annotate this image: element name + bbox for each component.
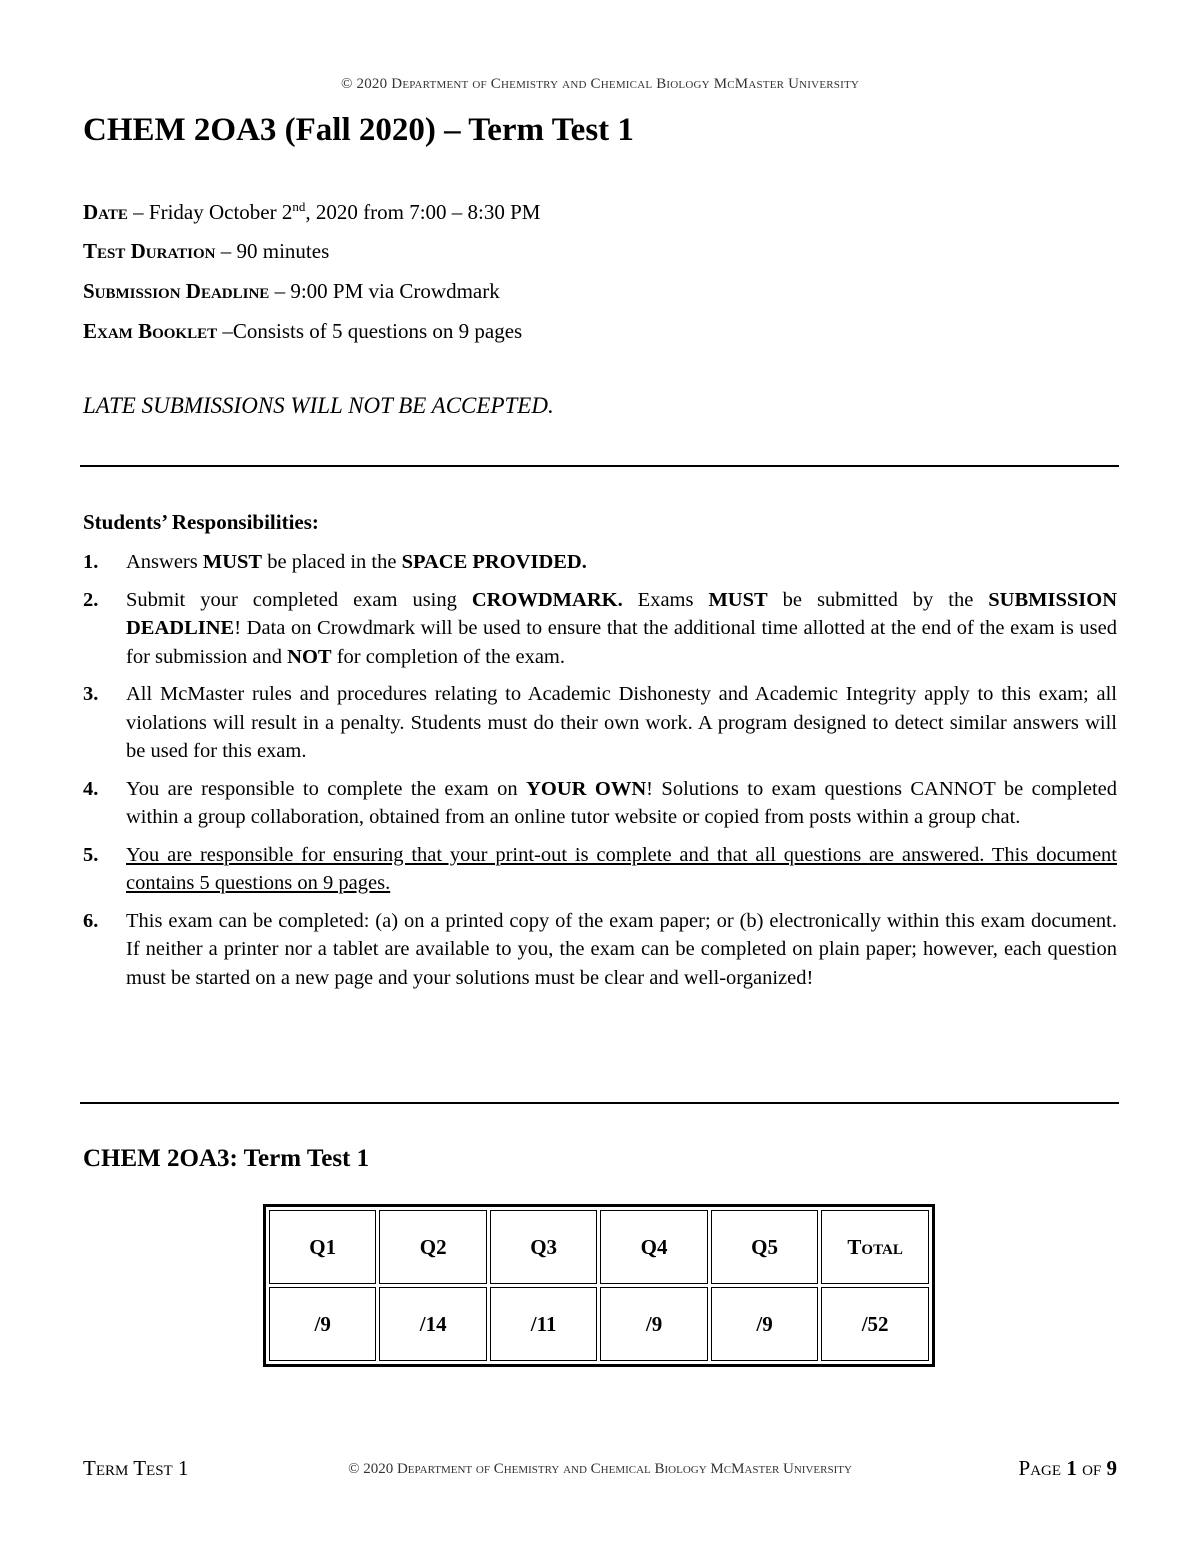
item-number: 1. — [83, 551, 99, 573]
item-number: 5. — [83, 843, 99, 866]
item-bold: SUBMISSION DEADLINE — [126, 588, 1118, 639]
page-total: 9 — [1106, 1456, 1117, 1480]
mark-cell-q2: /14 — [379, 1287, 486, 1361]
item-text: Submit your completed exam using — [126, 588, 472, 611]
booklet-label: Exam Booklet — [83, 319, 218, 343]
mark-cell-q4: /9 — [600, 1287, 707, 1361]
item-text: be placed in the — [262, 551, 402, 573]
duration-text: – 90 minutes — [215, 239, 330, 263]
date-text-rest: , 2020 from 7:00 – 8:30 PM — [305, 200, 541, 224]
header-cell-q3: Q3 — [490, 1210, 597, 1284]
item-text-underlined: You are responsible for ensuring that your print-out is complete and that all questions are answered. This document contains 5 questions on 9 pages. — [126, 843, 1117, 894]
item-text: You are responsible to complete the exam on — [126, 777, 527, 800]
mark-cell-total: /52 — [821, 1287, 929, 1361]
list-item — [83, 548, 1117, 577]
table-row — [269, 1287, 929, 1361]
score-table — [263, 1204, 935, 1367]
duration-label: Test Duration — [83, 239, 216, 263]
deadline-text: – 9:00 PM via Crowdmark — [269, 279, 500, 303]
booklet-text: –Consists of 5 questions on 9 pages — [217, 319, 523, 343]
item-text: All McMaster rules and procedures relating to Academic Dishonesty and Academic Integrity apply to this exam; all violations will result in a penalty. Students must do their own work. A program designed to detect similar answers will be used for this exam. — [126, 683, 1117, 762]
header-cell-q2: Q2 — [379, 1210, 486, 1284]
of-label: of — [1076, 1456, 1107, 1480]
responsibilities-list — [83, 548, 1117, 1001]
item-bold: MUST — [202, 551, 263, 573]
item-text: Exams — [622, 588, 709, 611]
table-row — [269, 1210, 929, 1284]
late-notice: LATE SUBMISSIONS WILL NOT BE ACCEPTED. — [83, 393, 554, 418]
page-title: CHEM 2OA3 (Fall 2020) – Term Test 1 — [83, 112, 634, 148]
mark-cell-q3: /11 — [490, 1287, 597, 1361]
list-item — [83, 841, 1117, 898]
list-item — [83, 907, 1117, 993]
summary-title: CHEM 2OA3: Term Test 1 — [83, 1145, 370, 1172]
mark-cell-q5: /9 — [711, 1287, 818, 1361]
list-item — [83, 680, 1117, 766]
item-text: be submitted by the — [767, 588, 989, 611]
header-copyright: © 2020 Department of Chemistry and Chemical Biology McMaster University — [340, 76, 860, 92]
mark-cell-q1: /9 — [269, 1287, 376, 1361]
item-bold: MUST — [708, 588, 768, 611]
divider-top — [80, 465, 1119, 467]
footer-left: Term Test 1 — [83, 1456, 189, 1480]
item-bold: NOT — [287, 645, 332, 668]
info-date — [83, 199, 540, 225]
page-label: Page — [1018, 1456, 1067, 1480]
item-text: Answers — [126, 551, 203, 573]
item-bold: YOUR OWN — [526, 777, 647, 800]
info-duration — [83, 239, 329, 264]
info-booklet — [83, 319, 522, 344]
page-current: 1 — [1066, 1456, 1077, 1480]
item-text: ! Data on Crowdmark will be used to ensure that the additional time allotted at the end of the exam is used for submission and — [126, 617, 1117, 668]
divider-bottom — [80, 1102, 1119, 1104]
list-item — [83, 775, 1117, 832]
header-cell-total: Total — [821, 1210, 929, 1284]
info-deadline — [83, 279, 500, 304]
header-cell-q4: Q4 — [600, 1210, 707, 1284]
responsibilities-heading: Students’ Responsibilities: — [83, 510, 319, 534]
header-cell-q1: Q1 — [269, 1210, 376, 1284]
footer-page-number — [1019, 1456, 1117, 1481]
item-number: 4. — [83, 777, 99, 800]
header-cell-q5: Q5 — [711, 1210, 818, 1284]
item-number: 3. — [83, 683, 99, 705]
list-item — [83, 586, 1117, 672]
item-text: ! Solutions to exam questions CANNOT be completed within a group collaboration, obtained from an online tutor website or copied from posts within a group chat. — [126, 777, 1118, 828]
deadline-label: Submission Deadline — [83, 279, 270, 303]
item-text: for completion of the exam. — [331, 645, 565, 668]
date-superscript: nd — [292, 199, 306, 214]
date-text: – Friday October 2 — [127, 200, 293, 224]
item-number: 2. — [83, 588, 99, 611]
item-bold: SPACE PROVIDED. — [401, 551, 587, 573]
date-label: Date — [83, 200, 128, 224]
item-bold: CROWDMARK. — [471, 588, 623, 611]
item-text: This exam can be completed: (a) on a printed copy of the exam paper; or (b) electronically within this exam document. If neither a printer nor a tablet are available to you, the exam can be completed on plain paper; however, each question must be started on a new page and your solutions must be clear and well-organized! — [126, 909, 1117, 989]
footer-copyright: © 2020 Department of Chemistry and Chemical Biology McMaster University — [348, 1461, 852, 1477]
item-number: 6. — [83, 909, 99, 932]
